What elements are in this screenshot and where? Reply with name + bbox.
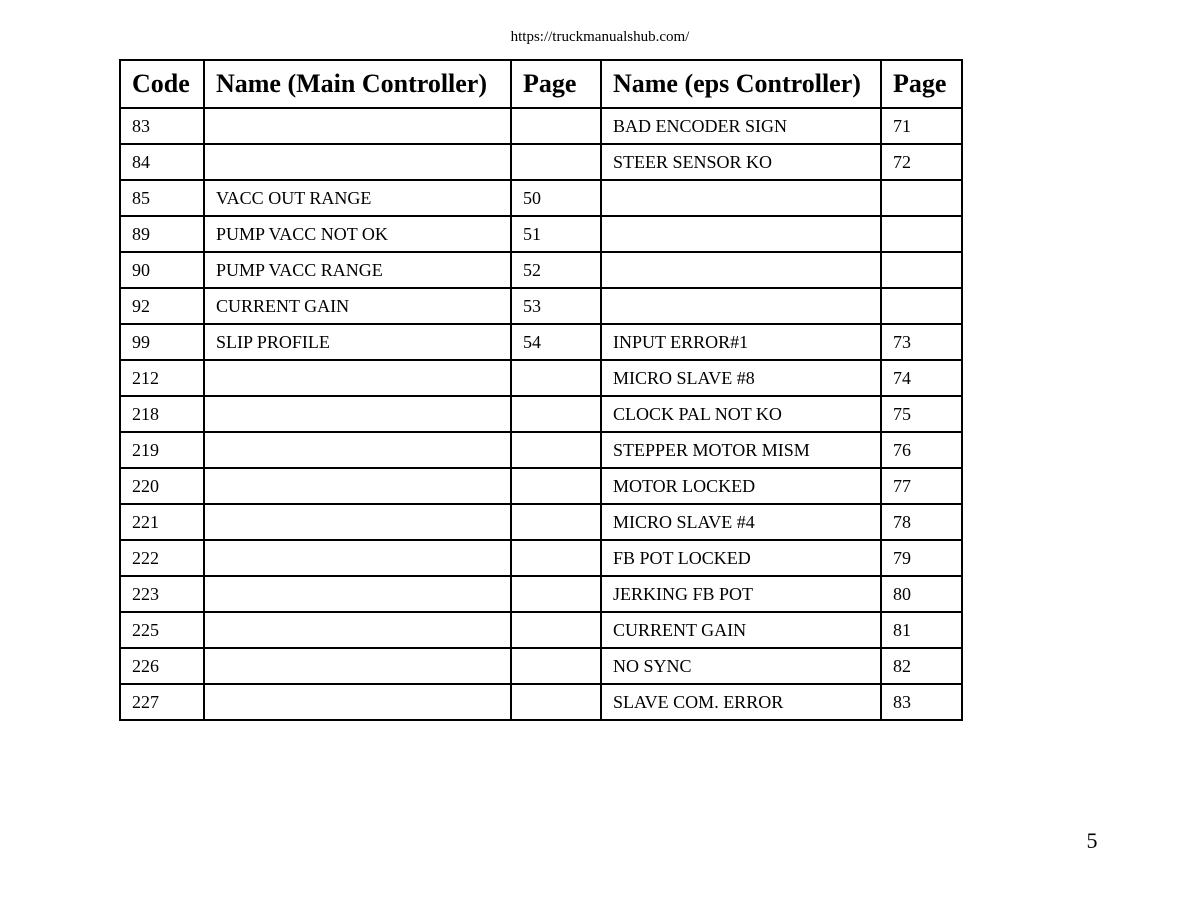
cell-main-controller-name (204, 468, 511, 504)
cell-eps-controller-page: 80 (881, 576, 962, 612)
cell-eps-controller-name: INPUT ERROR#1 (601, 324, 881, 360)
cell-main-controller-page (511, 396, 601, 432)
cell-eps-controller-page: 72 (881, 144, 962, 180)
cell-eps-controller-name (601, 288, 881, 324)
cell-eps-controller-name: MICRO SLAVE #4 (601, 504, 881, 540)
table-body (120, 108, 962, 720)
cell-main-controller-page: 53 (511, 288, 601, 324)
cell-main-controller-page (511, 576, 601, 612)
cell-main-controller-name (204, 144, 511, 180)
cell-main-controller-name (204, 396, 511, 432)
cell-eps-controller-page: 83 (881, 684, 962, 720)
header-main-controller-page: Page (511, 60, 601, 108)
table-row (120, 612, 962, 648)
cell-code: 85 (120, 180, 204, 216)
cell-eps-controller-page: 82 (881, 648, 962, 684)
table-row (120, 504, 962, 540)
cell-main-controller-page: 50 (511, 180, 601, 216)
page-number: 5 (1086, 828, 1098, 853)
header-url: https://truckmanualshub.com/ (510, 29, 690, 45)
error-code-table (119, 59, 963, 721)
cell-main-controller-page (511, 504, 601, 540)
cell-eps-controller-page: 79 (881, 540, 962, 576)
cell-eps-controller-page: 77 (881, 468, 962, 504)
cell-main-controller-name (204, 432, 511, 468)
cell-code: 212 (120, 360, 204, 396)
cell-eps-controller-page (881, 252, 962, 288)
cell-eps-controller-page (881, 216, 962, 252)
cell-code: 220 (120, 468, 204, 504)
cell-main-controller-name (204, 360, 511, 396)
header-eps-controller-page: Page (881, 60, 962, 108)
cell-code: 99 (120, 324, 204, 360)
cell-code: 84 (120, 144, 204, 180)
table-row (120, 360, 962, 396)
cell-eps-controller-page: 78 (881, 504, 962, 540)
cell-code: 90 (120, 252, 204, 288)
table-row (120, 108, 962, 144)
cell-eps-controller-name (601, 252, 881, 288)
cell-eps-controller-name: FB POT LOCKED (601, 540, 881, 576)
cell-main-controller-page (511, 612, 601, 648)
cell-main-controller-name: VACC OUT RANGE (204, 180, 511, 216)
table-row (120, 396, 962, 432)
cell-main-controller-name (204, 540, 511, 576)
table-row (120, 288, 962, 324)
cell-code: 221 (120, 504, 204, 540)
cell-eps-controller-name: STEPPER MOTOR MISM (601, 432, 881, 468)
cell-code: 226 (120, 648, 204, 684)
cell-main-controller-page (511, 684, 601, 720)
header-main-controller-name: Name (Main Controller) (204, 60, 511, 108)
cell-main-controller-page (511, 648, 601, 684)
cell-code: 219 (120, 432, 204, 468)
cell-main-controller-page: 52 (511, 252, 601, 288)
cell-main-controller-page (511, 468, 601, 504)
cell-main-controller-page (511, 360, 601, 396)
cell-eps-controller-page (881, 288, 962, 324)
cell-main-controller-page (511, 144, 601, 180)
header-eps-controller-name: Name (eps Controller) (601, 60, 881, 108)
table-row (120, 468, 962, 504)
cell-main-controller-page (511, 108, 601, 144)
cell-eps-controller-name: BAD ENCODER SIGN (601, 108, 881, 144)
table-row (120, 216, 962, 252)
table-row (120, 324, 962, 360)
cell-eps-controller-page: 76 (881, 432, 962, 468)
cell-main-controller-page (511, 540, 601, 576)
cell-code: 227 (120, 684, 204, 720)
cell-eps-controller-name: MICRO SLAVE #8 (601, 360, 881, 396)
cell-code: 218 (120, 396, 204, 432)
cell-eps-controller-name: CURRENT GAIN (601, 612, 881, 648)
cell-main-controller-name (204, 108, 511, 144)
cell-main-controller-name (204, 576, 511, 612)
table-header (120, 60, 962, 108)
cell-eps-controller-name (601, 216, 881, 252)
cell-main-controller-page: 51 (511, 216, 601, 252)
cell-eps-controller-name: STEER SENSOR KO (601, 144, 881, 180)
cell-code: 223 (120, 576, 204, 612)
table-row (120, 540, 962, 576)
cell-main-controller-page (511, 432, 601, 468)
cell-main-controller-name (204, 648, 511, 684)
cell-code: 222 (120, 540, 204, 576)
cell-eps-controller-name: SLAVE COM. ERROR (601, 684, 881, 720)
table-row (120, 432, 962, 468)
table-row (120, 252, 962, 288)
table-row (120, 576, 962, 612)
cell-eps-controller-page: 71 (881, 108, 962, 144)
cell-main-controller-name: PUMP VACC RANGE (204, 252, 511, 288)
table-row (120, 684, 962, 720)
cell-main-controller-name: SLIP PROFILE (204, 324, 511, 360)
cell-code: 92 (120, 288, 204, 324)
cell-eps-controller-page: 74 (881, 360, 962, 396)
cell-eps-controller-page: 73 (881, 324, 962, 360)
cell-main-controller-name (204, 612, 511, 648)
cell-main-controller-page: 54 (511, 324, 601, 360)
table-header-row (120, 60, 962, 108)
table-row (120, 180, 962, 216)
table-row (120, 144, 962, 180)
cell-eps-controller-page: 81 (881, 612, 962, 648)
cell-code: 225 (120, 612, 204, 648)
cell-eps-controller-name: MOTOR LOCKED (601, 468, 881, 504)
header-code: Code (120, 60, 204, 108)
cell-code: 89 (120, 216, 204, 252)
cell-main-controller-name (204, 684, 511, 720)
cell-main-controller-name: PUMP VACC NOT OK (204, 216, 511, 252)
cell-eps-controller-name: JERKING FB POT (601, 576, 881, 612)
table-row (120, 648, 962, 684)
cell-eps-controller-name: NO SYNC (601, 648, 881, 684)
cell-eps-controller-page: 75 (881, 396, 962, 432)
cell-main-controller-name: CURRENT GAIN (204, 288, 511, 324)
cell-eps-controller-page (881, 180, 962, 216)
cell-main-controller-name (204, 504, 511, 540)
cell-eps-controller-name (601, 180, 881, 216)
cell-eps-controller-name: CLOCK PAL NOT KO (601, 396, 881, 432)
cell-code: 83 (120, 108, 204, 144)
